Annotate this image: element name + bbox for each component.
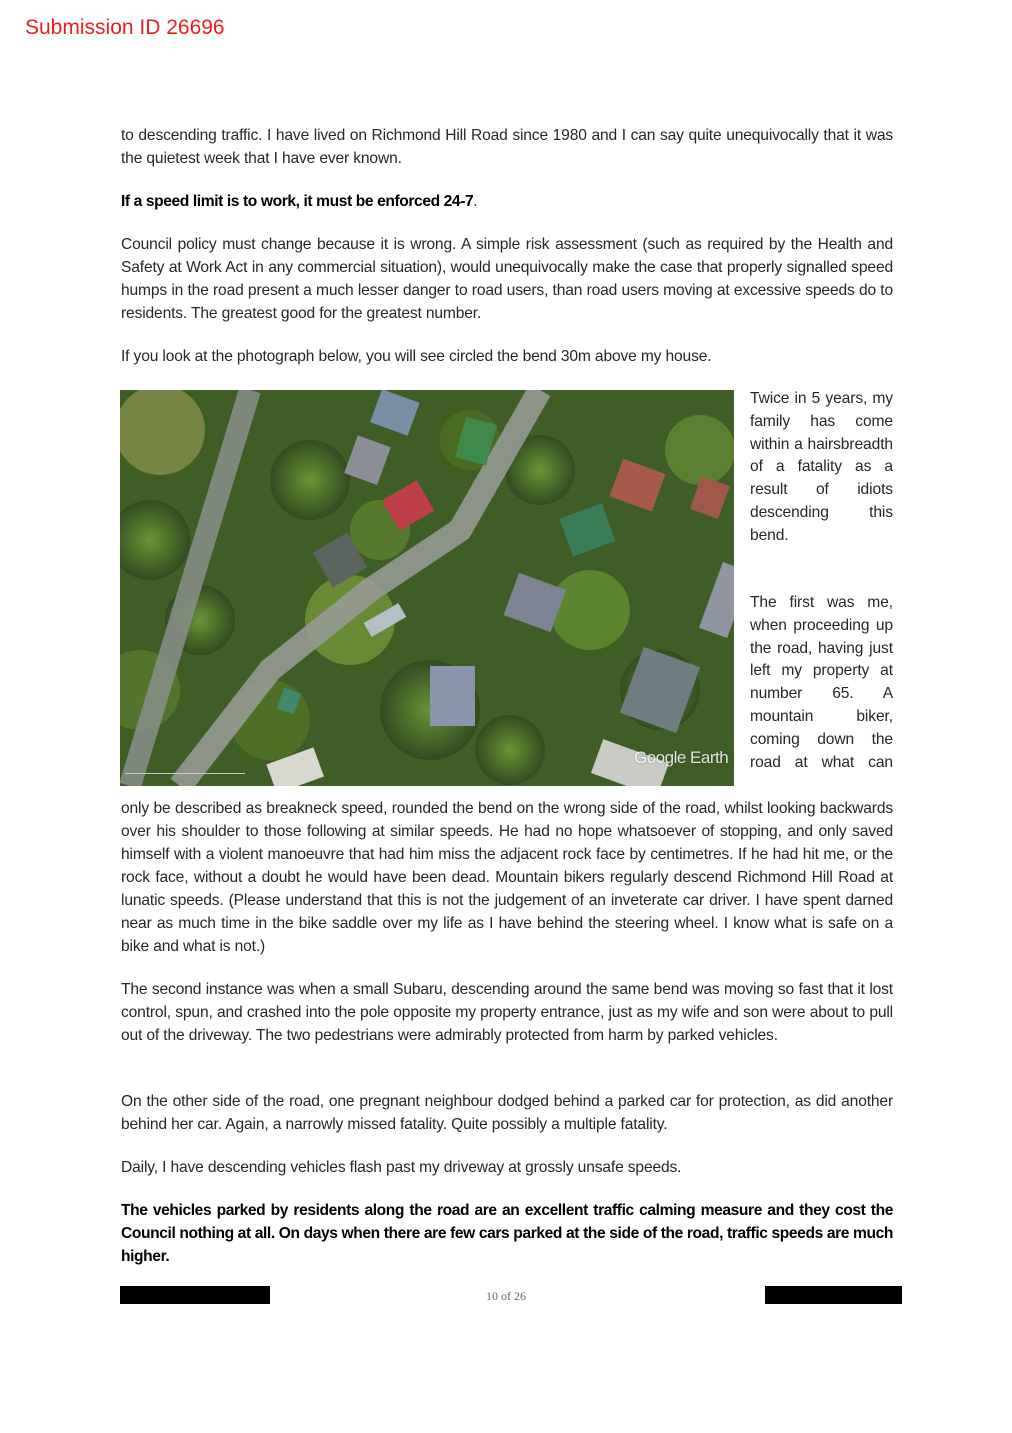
side-paragraph-twice-text: Twice in 5 years, my family has come within a hairsbreadth of a fatality as a result of idiots descending this bend. xyxy=(750,390,893,544)
page-number: 10 of 26 xyxy=(486,1289,526,1303)
paragraph-other-side: On the other side of the road, one pregnant neighbour dodged behind a parked car for protection, as did another behind her car. Again, a narrowly missed fatality. Quite possibly a multiple fatality. xyxy=(121,1093,893,1133)
paragraph-council-policy: Council policy must change because it is wrong. A simple risk assessment (such as required by the Health and Safety at Work Act in any commercial situation), would unequivocally make the case that properly signalled speed humps in the road present a much lesser danger to road users, than road users moving at excessive speeds do to residents. The greatest good for the greatest number. xyxy=(121,236,893,322)
heading-period: . xyxy=(473,193,478,210)
side-paragraph-twice xyxy=(750,388,893,548)
google-earth-watermark: Google Earth xyxy=(634,748,729,767)
paragraph-closing-bold: The vehicles parked by residents along the road are an excellent traffic calming measure and they cost the Council nothing at all. On days when there are few cars parked at the side of the road, traffic speeds are much higher. xyxy=(121,1202,893,1265)
submission-id-label: Submission ID 26696 xyxy=(25,16,225,39)
heading-speed-limit xyxy=(121,190,893,213)
paragraph-intro: to descending traffic. I have lived on Richmond Hill Road since 1980 and I can say quite unequivocally that it was the quietest week that I have ever known. xyxy=(121,127,893,167)
redaction-bar-right xyxy=(765,1286,902,1304)
side-paragraph-first-text: The first was me, when proceeding up the road, having just left my property at number 65. A mountain biker, coming down the road at what can xyxy=(750,594,893,771)
heading-speed-limit-text: If a speed limit is to work, it must be enforced 24-7 xyxy=(121,193,474,210)
paragraph-continued: only be described as breakneck speed, rounded the bend on the wrong side of the road, whilst looking backwards over his shoulder to those following at similar speeds. He had no hope whatsoever of stopping, and only saved himself with a violent manoeuvre that had him miss the adjacent rock face by centimetres. If he had hit me, or the rock face, without a doubt he would have been dead. Mountain bikers regularly descend Richmond Hill Road at lunatic speeds. (Please understand that this is not the judgement of an inveterate car driver. I have spent darned near as much time in the bike saddle over my life as I have behind the steering wheel. I know what is safe on a bike and what is not.) xyxy=(121,800,893,955)
paragraph-second-instance: The second instance was when a small Subaru, descending around the same bend was moving so fast that it lost control, spun, and crashed into the pole opposite my property entrance, just as my wife and son were about to pull out of the driveway. The two pedestrians were admirably protected from harm by parked vehicles. xyxy=(121,981,893,1044)
aerial-photo-image xyxy=(120,390,734,786)
side-paragraph-first xyxy=(750,592,893,774)
paragraph-photo-intro: If you look at the photograph below, you will see circled the bend 30m above my house. xyxy=(121,348,712,365)
aerial-photo xyxy=(120,390,734,786)
paragraph-daily: Daily, I have descending vehicles flash past my driveway at grossly unsafe speeds. xyxy=(121,1159,682,1176)
